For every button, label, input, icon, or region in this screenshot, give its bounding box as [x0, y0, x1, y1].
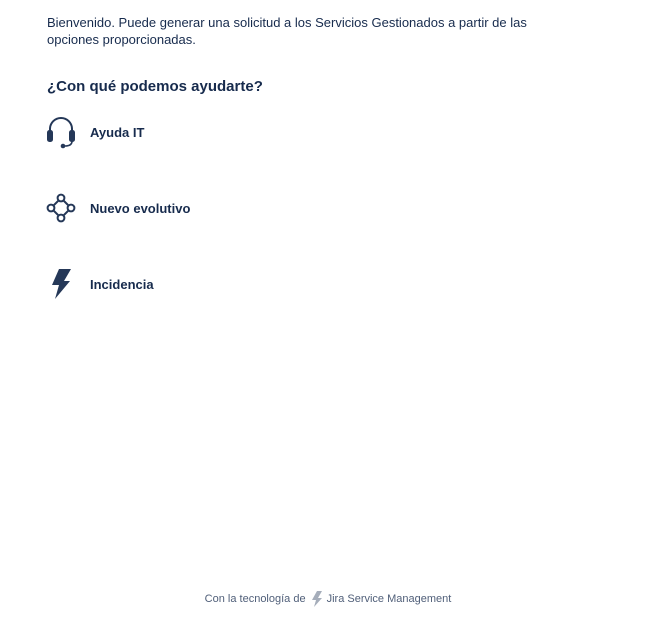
- request-type-ayuda-it[interactable]: [45, 112, 605, 152]
- section-title: ¿Con qué podemos ayudarte?: [47, 78, 263, 95]
- request-type-label: Incidencia: [90, 276, 154, 292]
- request-type-label: Nuevo evolutivo: [90, 200, 191, 216]
- lightning-icon: [45, 266, 77, 302]
- request-type-incidencia[interactable]: [45, 264, 605, 304]
- headset-icon: [45, 114, 77, 150]
- jira-service-management-icon: [310, 590, 324, 608]
- request-type-label: Ayuda IT: [90, 124, 145, 140]
- welcome-message: Bienvenido. Puede generar una solicitud a los Servicios Gestionados a partir de las opciones proporcionadas.: [47, 15, 527, 47]
- footer-prefix: Con la tecnología de: [204, 593, 306, 605]
- request-type-nuevo-evolutivo[interactable]: [45, 188, 605, 228]
- diamond-nodes-icon: [45, 190, 77, 226]
- jira-service-management-link[interactable]: Jira Service Management: [326, 593, 452, 605]
- powered-by-footer: [0, 590, 656, 608]
- request-type-list: [45, 112, 605, 340]
